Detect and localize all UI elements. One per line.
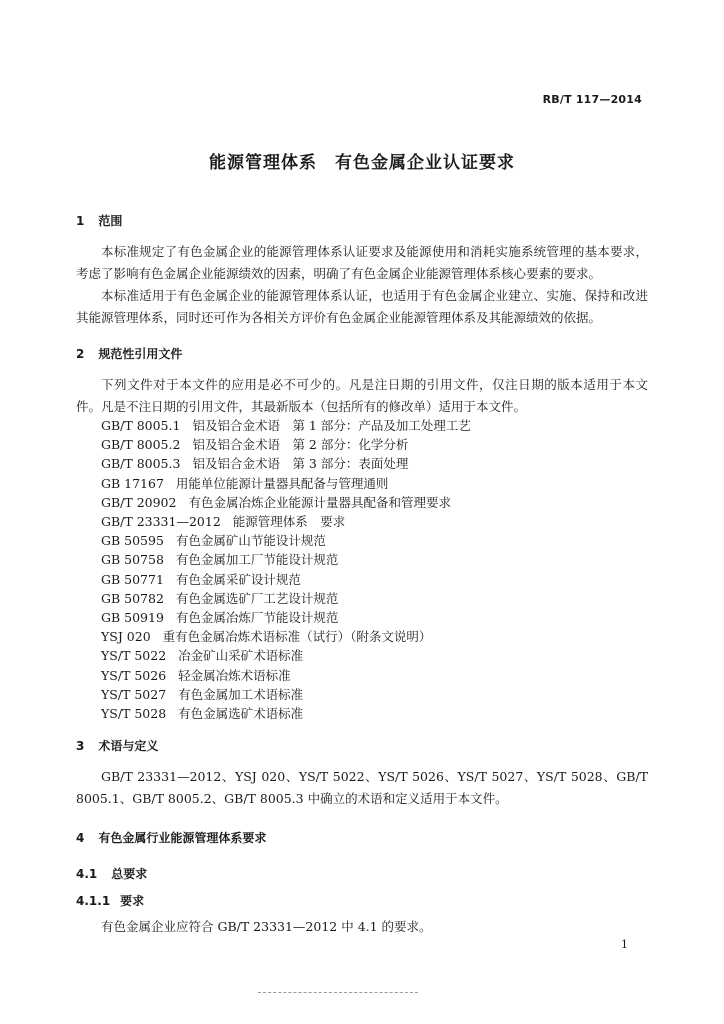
section-title: 规范性引用文件 [98, 347, 183, 361]
reference-code: YS/T 5028 [101, 706, 167, 722]
reference-code: YS/T 5022 [101, 648, 167, 664]
reference-code: GB/T 23331—2012 [101, 514, 221, 530]
reference-title: 铝及铝合金术语 第 3 部分：表面处理 [192, 456, 409, 472]
section-2-heading [76, 345, 182, 362]
reference-item [101, 627, 471, 646]
reference-title: 有色金属加工术语标准 [178, 686, 304, 702]
document-title: 能源管理体系 有色金属企业认证要求 [209, 153, 515, 173]
reference-title: 轻金属冶炼术语标准 [178, 667, 291, 683]
reference-item [101, 608, 471, 627]
reference-title: 冶金矿山采矿术语标准 [178, 648, 304, 664]
normative-references-intro: 下列文件对于本文件的应用是必不可少的。凡是注日期的引用文件，仅注日期的版本适用于本文件。凡是不注日期的引用文件，其最新版本（包括所有的修改单）适用于本文件。 [76, 377, 648, 414]
reference-item [101, 435, 471, 454]
terms-paragraph: GB/T 23331—2012、YSJ 020、YS/T 5022、YS/T 5026、YS/T 5027、YS/T 5028、GB/T 8005.1、GB/T 8005.2、GB/T 8005.3 中确立的术语和定义适用于本文件。 [76, 769, 648, 806]
reference-item [101, 531, 471, 550]
section-number: 2 [76, 347, 85, 361]
reference-item [101, 666, 471, 685]
section-3-heading [76, 737, 158, 754]
section-title: 术语与定义 [98, 739, 159, 753]
section-number: 3 [76, 739, 85, 753]
standard-code: RB/T 117—2014 [542, 93, 642, 106]
reference-item [101, 416, 471, 435]
reference-title: 有色金属采矿设计规范 [175, 571, 301, 587]
reference-title: 有色金属冶炼企业能源计量器具配备和管理要求 [188, 494, 451, 510]
reference-item [101, 685, 471, 704]
reference-item [101, 589, 471, 608]
reference-code: GB 17167 [101, 475, 164, 491]
reference-title: 重有色金属冶炼术语标准（试行）（附条文说明） [162, 629, 432, 645]
reference-code: YS/T 5027 [101, 686, 167, 702]
reference-code: GB/T 20902 [101, 494, 177, 510]
reference-item [101, 550, 471, 569]
reference-title: 铝及铝合金术语 第 1 部分：产品及加工处理工艺 [192, 418, 471, 433]
section-number: 1 [76, 214, 85, 228]
scope-paragraph-2: 本标准适用于有色金属企业的能源管理体系认证，也适用于有色金属企业建立、实施、保持和改进其能源管理体系，同时还可作为各相关方评价有色金属企业能源管理体系及其能源绩效的依据。 [76, 288, 648, 325]
reference-code: GB/T 8005.3 [101, 456, 181, 472]
reference-title: 有色金属选矿厂工艺设计规范 [175, 590, 339, 606]
reference-title: 有色金属冶炼厂节能设计规范 [175, 610, 339, 626]
reference-list [101, 416, 471, 723]
reference-code: GB 50919 [101, 610, 164, 626]
reference-code: YSJ 020 [101, 629, 151, 645]
reference-code: GB 50758 [101, 552, 164, 568]
scope-paragraph-1: 本标准规定了有色金属企业的能源管理体系认证要求及能源使用和消耗实施系统管理的基本要求，考虑了影响有色金属企业能源绩效的因素，明确了有色金属企业能源管理体系核心要素的要求。 [76, 244, 648, 281]
section-title: 要求 [120, 894, 145, 908]
reference-title: 有色金属矿山节能设计规范 [175, 533, 326, 549]
reference-title: 用能单位能源计量器具配备与管理通则 [175, 475, 389, 491]
page-number: 1 [621, 938, 628, 951]
reference-title: 铝及铝合金术语 第 2 部分：化学分析 [192, 437, 409, 453]
reference-item [101, 570, 471, 589]
reference-title: 能源管理体系 要求 [232, 514, 346, 530]
requirement-paragraph: 有色金属企业应符合 GB/T 23331—2012 中 4.1 的要求。 [101, 919, 432, 934]
section-4-1-heading [76, 865, 147, 882]
reference-code: GB/T 8005.2 [101, 437, 181, 453]
section-4-heading [76, 829, 266, 846]
scan-artifact-line [258, 992, 418, 993]
section-title: 有色金属行业能源管理体系要求 [98, 831, 267, 845]
reference-item [101, 454, 471, 473]
reference-item [101, 512, 471, 531]
reference-code: GB 50782 [101, 590, 164, 606]
reference-title: 有色金属选矿术语标准 [178, 706, 304, 722]
section-number: 4.1 [76, 867, 98, 881]
reference-code: GB/T 8005.1 [101, 418, 181, 433]
reference-item [101, 646, 471, 665]
reference-item [101, 493, 471, 512]
section-1-heading [76, 212, 122, 229]
reference-code: GB 50771 [101, 571, 164, 587]
reference-title: 有色金属加工厂节能设计规范 [175, 552, 339, 568]
reference-code: GB 50595 [101, 533, 164, 549]
section-4-1-1-heading [76, 892, 144, 909]
section-number: 4 [76, 831, 85, 845]
reference-code: YS/T 5026 [101, 667, 167, 683]
section-title: 总要求 [111, 867, 148, 881]
reference-item [101, 704, 471, 723]
reference-item [101, 474, 471, 493]
section-number: 4.1.1 [76, 894, 111, 908]
section-title: 范围 [98, 214, 123, 228]
